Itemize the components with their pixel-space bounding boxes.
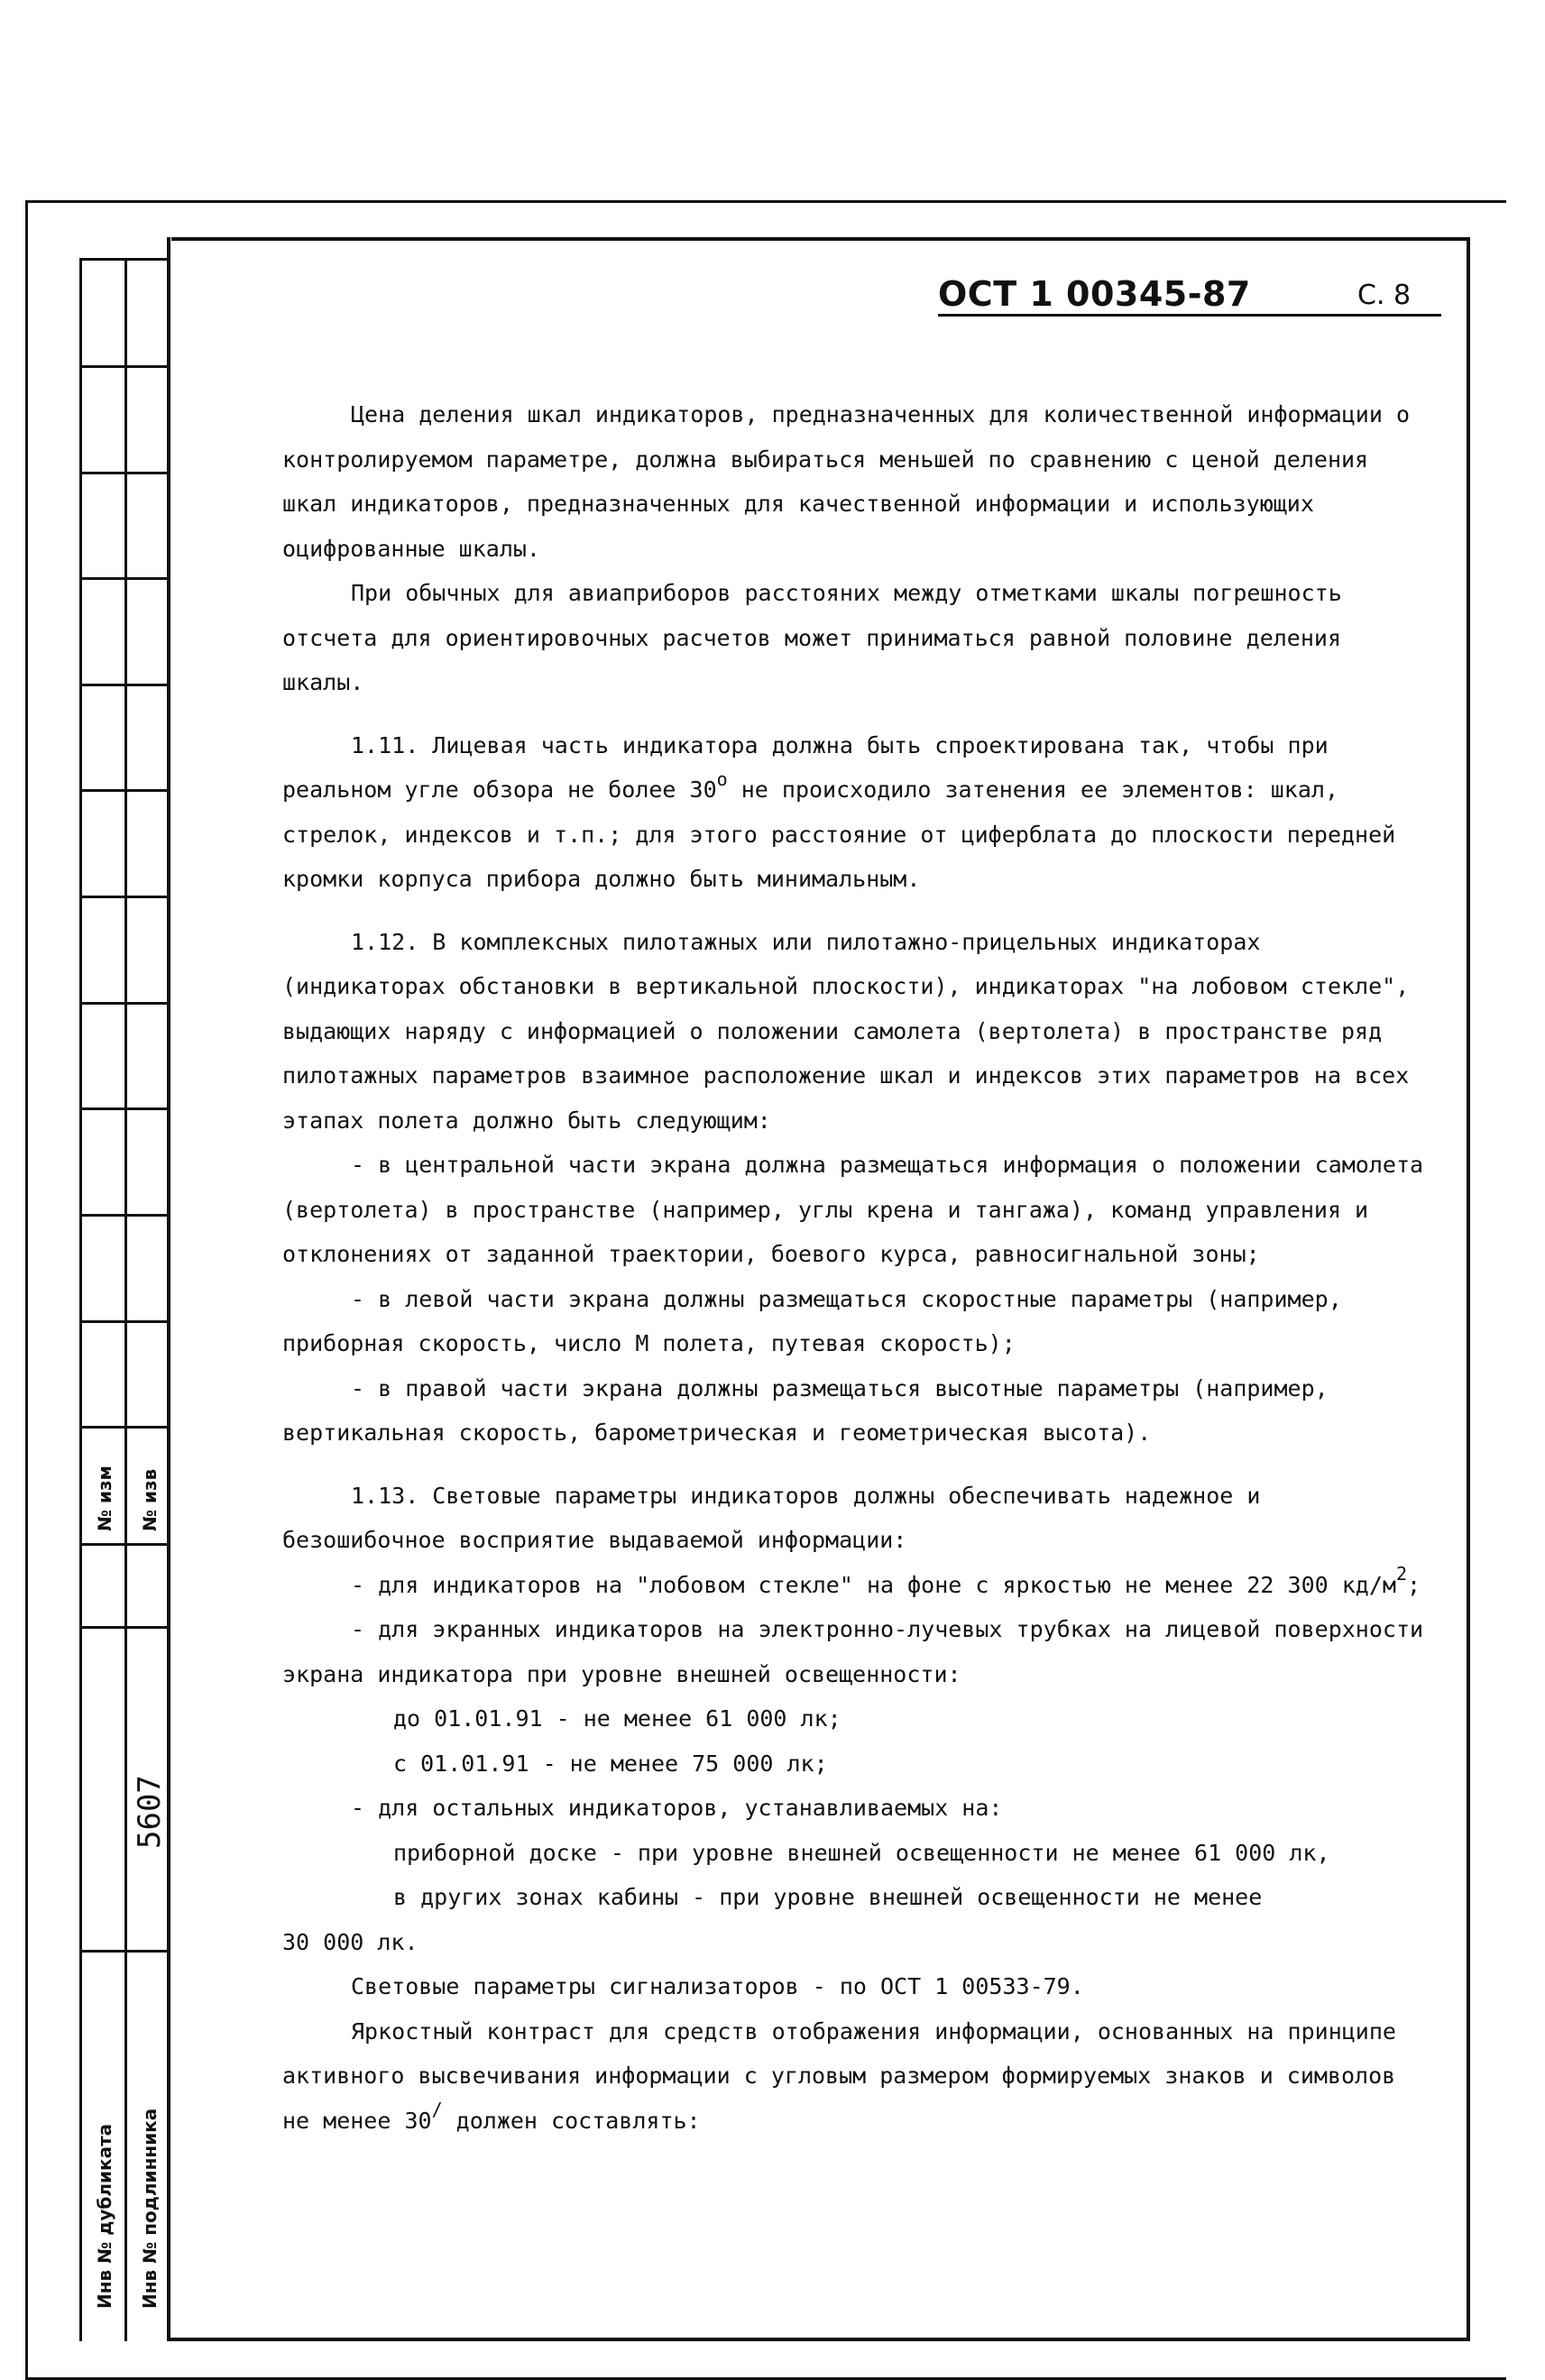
- side-stamp-column-line: [124, 258, 127, 2341]
- side-stamp-row-line: [79, 1950, 170, 1953]
- outer-frame-top-line: [25, 200, 1506, 203]
- list-item: - для экранных индикаторов на электронно-лучевых трубках на лицевой поверхности экрана индикатора при уровне внешней освещенности:: [282, 1616, 1424, 1687]
- side-stamp-row-line: [79, 577, 170, 580]
- side-stamp-row-line: [79, 1543, 170, 1546]
- side-stamp-row-line: [79, 472, 170, 474]
- side-stamp-row-line: [79, 1426, 170, 1429]
- side-stamp-row-line: [79, 1320, 170, 1323]
- squared-superscript: 2: [1395, 1563, 1407, 1585]
- paragraph-1-11: 1.11. Лицевая часть индикатора должна быть спроектирована так, чтобы при реальном угле обзора не более $30^о$ не происходило затенения ее элементов: шкал, стрелок, индексов и т.п.; для этого расстояние от циферблата до плоскости передней кромки корпуса прибора должно быть минимальным.: [282, 731, 1396, 892]
- side-stamp-column-line: [79, 258, 82, 2341]
- side-stamp-row-line: [79, 1214, 170, 1217]
- paragraph: Световые параметры сигнализаторов - по ОСТ 1 00533-79.: [351, 1973, 1084, 1999]
- paragraph-1-13: 1.13. Световые параметры индикаторов должны обеспечивать надежное и безошибочное восприятие выдаваемой информации:: [282, 1482, 1261, 1553]
- sub-item-continuation: 30 000 лк.: [282, 1928, 418, 1955]
- side-stamp-row-line: [79, 684, 170, 686]
- paragraph: Яркостный контраст для средств отображения информации, основанных на принципе активного высвечивания информации с угловым размером формируемых знаков и символов не менее 30/ должен составлять:: [282, 2017, 1396, 2134]
- list-item: - для остальных индикаторов, устанавливаемых на:: [351, 1795, 1003, 1821]
- inner-frame-bottom-line: [167, 2338, 1470, 2341]
- side-stamp-row-line: [79, 1002, 170, 1005]
- list-item: - в левой части экрана должны размещаться скоростные параметры (например, приборная скорость, число М полета, путевая скорость);: [282, 1285, 1342, 1356]
- page-number: С. 8: [1357, 280, 1412, 311]
- sub-item: приборной доске - при уровне внешней освещенности не менее 61 000 лк,: [393, 1839, 1330, 1866]
- outer-frame-left-line: [25, 200, 28, 2380]
- degree-superscript: о: [716, 767, 728, 790]
- list-item: - в центральной части экрана должна размещаться информация о положении самолета (вертолета) в пространстве (например, углы крена и тангажа), команд управления и отклонениях от заданной траектории, боевого курса, равносигнальной зоны;: [282, 1152, 1424, 1267]
- inner-frame-top-line: [171, 237, 1470, 241]
- inner-frame-left-line: [167, 237, 170, 2340]
- minute-superscript: /: [431, 2099, 443, 2121]
- side-stamp-number: 5607: [132, 1775, 168, 1849]
- header-underline: [938, 314, 1441, 317]
- sub-item: до 01.01.91 - не менее 61 000 лк;: [393, 1705, 841, 1732]
- side-stamp-row-line: [79, 1107, 170, 1110]
- side-stamp-row-line: [79, 789, 170, 792]
- side-stamp-orig-inv: Инв № подлинника: [139, 2108, 161, 2309]
- side-stamp-row-line: [79, 1626, 170, 1629]
- paragraph-1-12: 1.12. В комплексных пилотажных или пилотажно-прицельных индикаторах (индикаторах обстановки в вертикальной плоскости), индикаторах "на лобовом стекле", выдающих наряду с информацией о положении самолета (вертолета) в пространстве ряд пилотажных параметров взаимное расположение шкал и индексов этих параметров на всех этапах полета должно быть следующим:: [282, 928, 1410, 1134]
- list-item: - в правой части экрана должны размещаться высотные параметры (например, вертикальная скорость, барометрическая и геометрическая высота).: [282, 1374, 1329, 1446]
- inner-frame-right-line: [1467, 237, 1470, 2340]
- side-stamp-change-no: № изм: [94, 1465, 115, 1531]
- side-stamp-notice-no: № изв: [139, 1468, 161, 1531]
- side-stamp-row-line: [79, 365, 170, 368]
- side-stamp-row-line: [79, 258, 170, 261]
- document-body: [282, 392, 1432, 2143]
- list-item: - для индикаторов на "лобовом стекле" на фоне с яркостью не менее 22 300 $кд/м^2$;: [351, 1563, 1421, 1598]
- side-stamp-dup-inv: Инв № дубликата: [94, 2123, 115, 2309]
- paragraph: Цена деления шкал индикаторов, предназначенных для количественной информации о контролируемом параметре, должна выбираться меньшей по сравнению с ценой деления шкал индикаторов, предназначенных для качественной информации и использующих оцифрованные шкалы.: [282, 401, 1410, 562]
- paragraph: При обычных для авиаприборов расстояних между отметками шкалы погрешность отсчета для ориентировочных расчетов может приниматься равной половине деления шкалы.: [282, 580, 1342, 695]
- document-code: ОСТ 1 00345-87: [938, 274, 1251, 314]
- sub-item: в других зонах кабины - при уровне внешней освещенности не менее: [393, 1884, 1263, 1910]
- side-stamp-row-line: [79, 896, 170, 898]
- sub-item: с 01.01.91 - не менее 75 000 лк;: [393, 1750, 828, 1777]
